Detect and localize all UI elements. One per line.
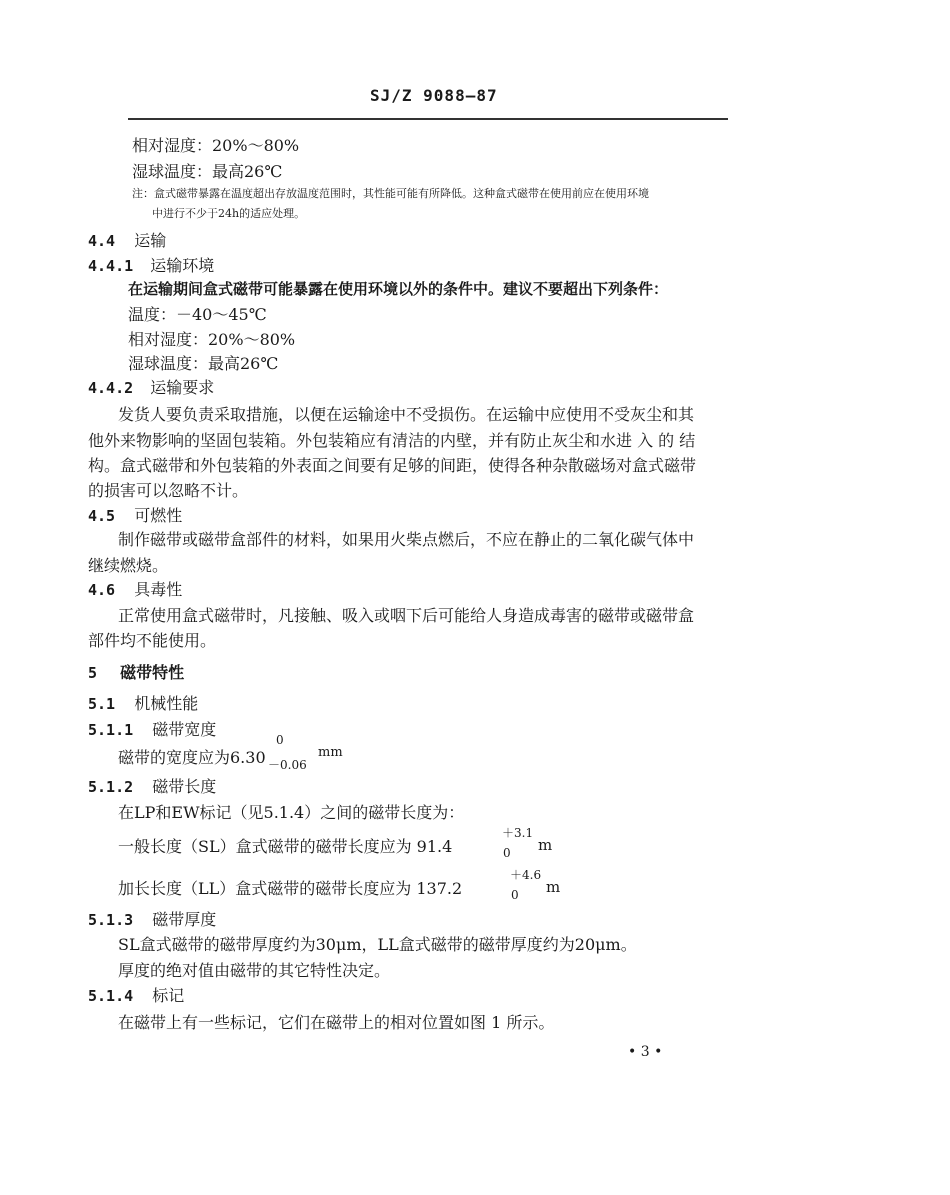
paragraph-line: 发货人要负责采取措施，以便在运输途中不受损伤。在运输中应使用不受灰尘和其 [118,405,695,424]
length-intro: 在LP和EW标记（见5.1.4）之间的磁带长度为： [118,803,465,822]
section-title: 标记 [152,986,185,1005]
section-5-1-3-heading [88,907,216,930]
section-number: 4.5 [88,507,116,525]
thickness-line-1: SL盒式磁带的磁带厚度约为30μm，LL盒式磁带的磁带厚度约为20μm。 [118,935,637,954]
section-number: 5.1.4 [88,987,134,1005]
paragraph-line: 正常使用盒式磁带时，凡接触、吸入或咽下后可能给人身造成毒害的磁带或磁带盒 [118,606,695,625]
unit [518,878,545,896]
paragraph-line: 制作磁带或磁带盒部件的材料，如果用火柴点燃后，不应在静止的二氧化碳气体中 [118,530,695,549]
formula-text: 一般长度（SL）盒式磁带的磁带长度应为 91.4 [118,837,453,856]
section-number: 4.4.2 [88,379,134,397]
transport-humidity: 相对湿度：20%～80% [128,330,296,349]
section-4-4-2-heading [88,375,214,398]
unit: mm [318,745,343,760]
section-title: 具毒性 [134,580,183,599]
section-5-heading [88,660,184,683]
unit: m [546,878,561,896]
section-number: 5.1.3 [88,911,134,929]
section-number: 4.4.1 [88,257,134,275]
paragraph-line: 他外来物影响的坚固包装箱。外包装箱应有清洁的内壁，并有防止灰尘和水进 入 的 结 [88,431,696,450]
section-title: 磁带特性 [120,663,185,682]
section-title: 运输环境 [150,256,215,275]
section-4-4-1-heading [88,253,214,276]
document-code: SJ/Z 9088—87 [370,86,498,105]
tolerance-upper: ＋3.1 [502,826,534,840]
header-rule [128,118,728,120]
section-number: 4.4 [88,232,116,250]
wetbulb-line: 湿球温度：最高26℃ [132,162,283,181]
ll-length-formula [118,868,561,908]
paragraph-line: 的损害可以忽略不计。 [88,481,249,500]
tape-width-formula [118,733,378,777]
note-line-1: 注：盒式磁带暴露在温度超出存放温度范围时，其性能可能有所降低。这种盒式磁带在使用前应在使用环境 [132,187,649,200]
paragraph-line: 构。盒式磁带和外包装箱的外表面之间要有足够的间距，使得各种杂散磁场对盒式磁带 [88,456,697,475]
sl-length-formula [118,826,558,866]
section-5-1-4-heading [88,983,184,1006]
tolerance-upper: 0 [276,733,284,747]
thickness-line-2: 厚度的绝对值由磁带的其它特性决定。 [118,961,391,980]
paragraph-line: 部件均不能使用。 [88,631,217,650]
unit: m [538,836,553,854]
section-number: 5.1.2 [88,778,134,796]
transport-temp: 温度：－40～45℃ [128,305,267,324]
tolerance-lower: 0 [503,846,511,860]
section-4-4-heading [88,228,166,251]
transport-intro: 在运输期间盒式磁带可能暴露在使用环境以外的条件中。建议不要超出下列条件： [128,280,669,298]
formula-text: 磁带的宽度应为6.30 [118,748,266,767]
section-number: 5.1 [88,695,116,713]
section-number: 5.1.1 [88,721,134,739]
tolerance-lower: －0.06 [268,758,307,772]
section-4-6-heading [88,577,182,600]
section-number: 4.6 [88,581,116,599]
section-title: 机械性能 [134,694,199,713]
tolerance-lower: 0 [511,888,519,902]
section-title: 可燃性 [134,506,183,525]
note-line-2: 中进行不少于24h的适应处理。 [152,207,306,220]
section-title: 运输要求 [150,378,215,397]
section-4-5-heading [88,503,182,526]
formula-text: 加长长度（LL）盒式磁带的磁带长度应为 137.2 [118,879,463,898]
transport-wetbulb: 湿球温度：最高26℃ [128,354,279,373]
marks-text: 在磁带上有一些标记，它们在磁带上的相对位置如图 1 所示。 [118,1013,555,1032]
paragraph-line: 继续燃烧。 [88,556,169,575]
section-5-1-2-heading [88,774,216,797]
section-title: 运输 [134,231,167,250]
section-number: 5 [88,664,98,682]
section-title: 磁带宽度 [152,720,217,739]
section-title: 磁带长度 [152,777,217,796]
tolerance-upper: ＋4.6 [510,868,542,882]
section-5-1-1-heading [88,717,216,740]
humidity-line: 相对湿度：20%～80% [132,136,300,155]
section-5-1-heading [88,691,198,714]
page-number: • 3 • [628,1044,663,1060]
section-title: 磁带厚度 [152,910,217,929]
